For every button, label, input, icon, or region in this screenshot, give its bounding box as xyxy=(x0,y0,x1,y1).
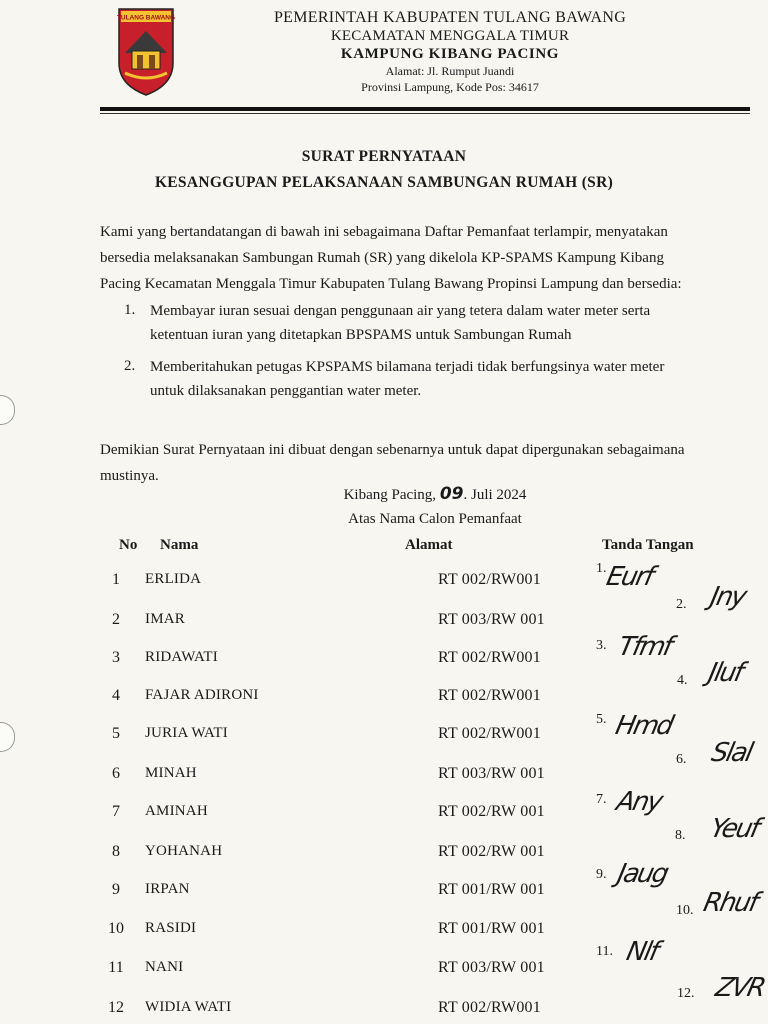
row-number: 9 xyxy=(112,881,120,898)
signature-number: 1. xyxy=(596,561,607,576)
signature-number: 4. xyxy=(677,673,688,688)
row-number: 8 xyxy=(112,843,120,860)
intro-line: Kami yang bertandatangan di bawah ini sebagaimana Daftar Pemanfaat terlampir, menyatakan xyxy=(100,224,668,240)
row-address: RT 001/RW 001 xyxy=(438,881,545,898)
row-address: RT 002/RW001 xyxy=(438,999,541,1016)
village-name: KAMPUNG KIBANG PACING xyxy=(340,46,560,62)
punch-hole xyxy=(0,722,15,752)
address-line: Alamat: Jl. Rumput Juandi xyxy=(385,64,515,78)
point-line: untuk dilaksanakan penggantian water meter. xyxy=(150,383,422,399)
signature-number: 5. xyxy=(596,712,607,727)
col-header-no: No xyxy=(119,537,138,553)
on-behalf-line: Atas Nama Calon Pemanfaat xyxy=(348,511,522,527)
row-number: 12 xyxy=(108,999,124,1016)
handwritten-signature: Hmd xyxy=(612,711,675,741)
row-address: RT 001/RW 001 xyxy=(438,920,545,937)
closing-line: Demikian Surat Pernyataan ini dibuat dengan sebenarnya untuk dapat dipergunakan sebagaimana xyxy=(100,442,685,458)
signature-number: 3. xyxy=(596,638,607,653)
handwritten-signature: Eurf xyxy=(603,562,655,592)
handwritten-signature: ZVR xyxy=(712,973,767,1003)
handwritten-signature: Jaug xyxy=(614,859,670,889)
handwritten-signature: Nlf xyxy=(623,937,661,967)
handwritten-day: 09 xyxy=(439,484,464,504)
letter-subtitle: KESANGGUPAN PELAKSANAAN SAMBUNGAN RUMAH (SR) xyxy=(154,174,614,191)
row-name: FAJAR ADIRONI xyxy=(145,687,259,703)
row-number: 2 xyxy=(112,611,120,628)
handwritten-signature: Jluf xyxy=(705,658,745,688)
row-address: RT 003/RW 001 xyxy=(438,765,545,782)
signature-number: 6. xyxy=(676,752,687,767)
row-name: WIDIA WATI xyxy=(145,999,232,1015)
logo-text: TULANG BAWANG xyxy=(116,14,176,22)
handwritten-signature: Slal xyxy=(708,738,755,768)
row-number: 5 xyxy=(112,725,120,742)
signature-number: 12. xyxy=(677,986,695,1001)
intro-line: Pacing Kecamatan Menggala Timur Kabupaten Tulang Bawang Propinsi Lampung dan bersedia: xyxy=(100,276,682,292)
row-number: 1 xyxy=(112,571,120,588)
point-line: Memberitahukan petugas KPSPAMS bilamana terjadi tidak berfungsinya water meter xyxy=(150,359,665,375)
place-date xyxy=(0,484,768,504)
letter-title: SURAT PERNYATAAN xyxy=(301,148,467,165)
signature-number: 9. xyxy=(596,867,607,882)
point-line: Membayar iuran sesuai dengan penggunaan air yang tetera dalam water meter serta xyxy=(150,303,651,319)
point-text xyxy=(150,355,748,403)
col-header-address: Alamat xyxy=(405,537,453,553)
closing-line: mustinya. xyxy=(100,468,159,484)
row-name: IRPAN xyxy=(145,881,190,897)
letterhead xyxy=(180,8,720,95)
row-address: RT 002/RW001 xyxy=(438,571,541,588)
place-prefix: Kibang Pacing, xyxy=(343,487,440,503)
regency-logo xyxy=(115,5,177,97)
row-address: RT 003/RW 001 xyxy=(438,959,545,976)
row-number: 10 xyxy=(108,920,124,937)
intro-paragraph xyxy=(100,219,748,297)
row-name: IMAR xyxy=(145,611,185,627)
punch-hole xyxy=(0,395,15,425)
row-name: AMINAH xyxy=(145,803,208,819)
closing-paragraph xyxy=(100,437,748,489)
handwritten-signature: Tfmf xyxy=(615,632,674,662)
row-name: RIDAWATI xyxy=(145,649,218,665)
row-number: 4 xyxy=(112,687,120,704)
row-number: 7 xyxy=(112,803,120,820)
col-header-name: Nama xyxy=(160,537,199,553)
point-number: 1. xyxy=(124,302,136,318)
signature-number: 8. xyxy=(675,828,686,843)
handwritten-signature: Any xyxy=(613,787,664,817)
row-name: YOHANAH xyxy=(145,843,223,859)
row-number: 3 xyxy=(112,649,120,666)
handwritten-signature: Jny xyxy=(707,582,748,612)
row-address: RT 002/RW 001 xyxy=(438,803,545,820)
government-name: PEMERINTAH KABUPATEN TULANG BAWANG xyxy=(273,9,627,26)
signature-number: 10. xyxy=(676,903,694,918)
signature-number: 7. xyxy=(596,792,607,807)
district-name: KECAMATAN MENGGALA TIMUR xyxy=(330,28,570,44)
handwritten-signature: Yeuf xyxy=(707,814,761,844)
point-line: ketentuan iuran yang ditetapkan BPSPAMS untuk Sambungan Rumah xyxy=(150,327,572,343)
row-address: RT 002/RW001 xyxy=(438,725,541,742)
province-line: Provinsi Lampung, Kode Pos: 34617 xyxy=(361,80,539,94)
header-divider xyxy=(100,107,750,111)
row-address: RT 002/RW001 xyxy=(438,687,541,704)
row-name: RASIDI xyxy=(145,920,197,936)
point-text xyxy=(150,299,748,347)
signature-number: 11. xyxy=(596,944,613,959)
row-address: RT 002/RW001 xyxy=(438,649,541,666)
signature-number: 2. xyxy=(676,597,687,612)
point-number: 2. xyxy=(124,358,136,374)
intro-line: bersedia melaksanakan Sambungan Rumah (SR) yang dikelola KP-SPAMS Kampung Kibang xyxy=(100,250,664,266)
row-name: NANI xyxy=(145,959,184,975)
row-number: 11 xyxy=(108,959,124,976)
row-name: ERLIDA xyxy=(145,571,202,587)
row-number: 6 xyxy=(112,765,120,782)
row-address: RT 002/RW 001 xyxy=(438,843,545,860)
row-address: RT 003/RW 001 xyxy=(438,611,545,628)
row-name: MINAH xyxy=(145,765,197,781)
date-suffix: . Juli 2024 xyxy=(463,487,527,503)
header-divider-thin xyxy=(100,113,750,114)
col-header-signature: Tanda Tangan xyxy=(602,537,694,553)
handwritten-signature: Rhuf xyxy=(700,888,760,918)
row-name: JURIA WATI xyxy=(145,725,228,741)
